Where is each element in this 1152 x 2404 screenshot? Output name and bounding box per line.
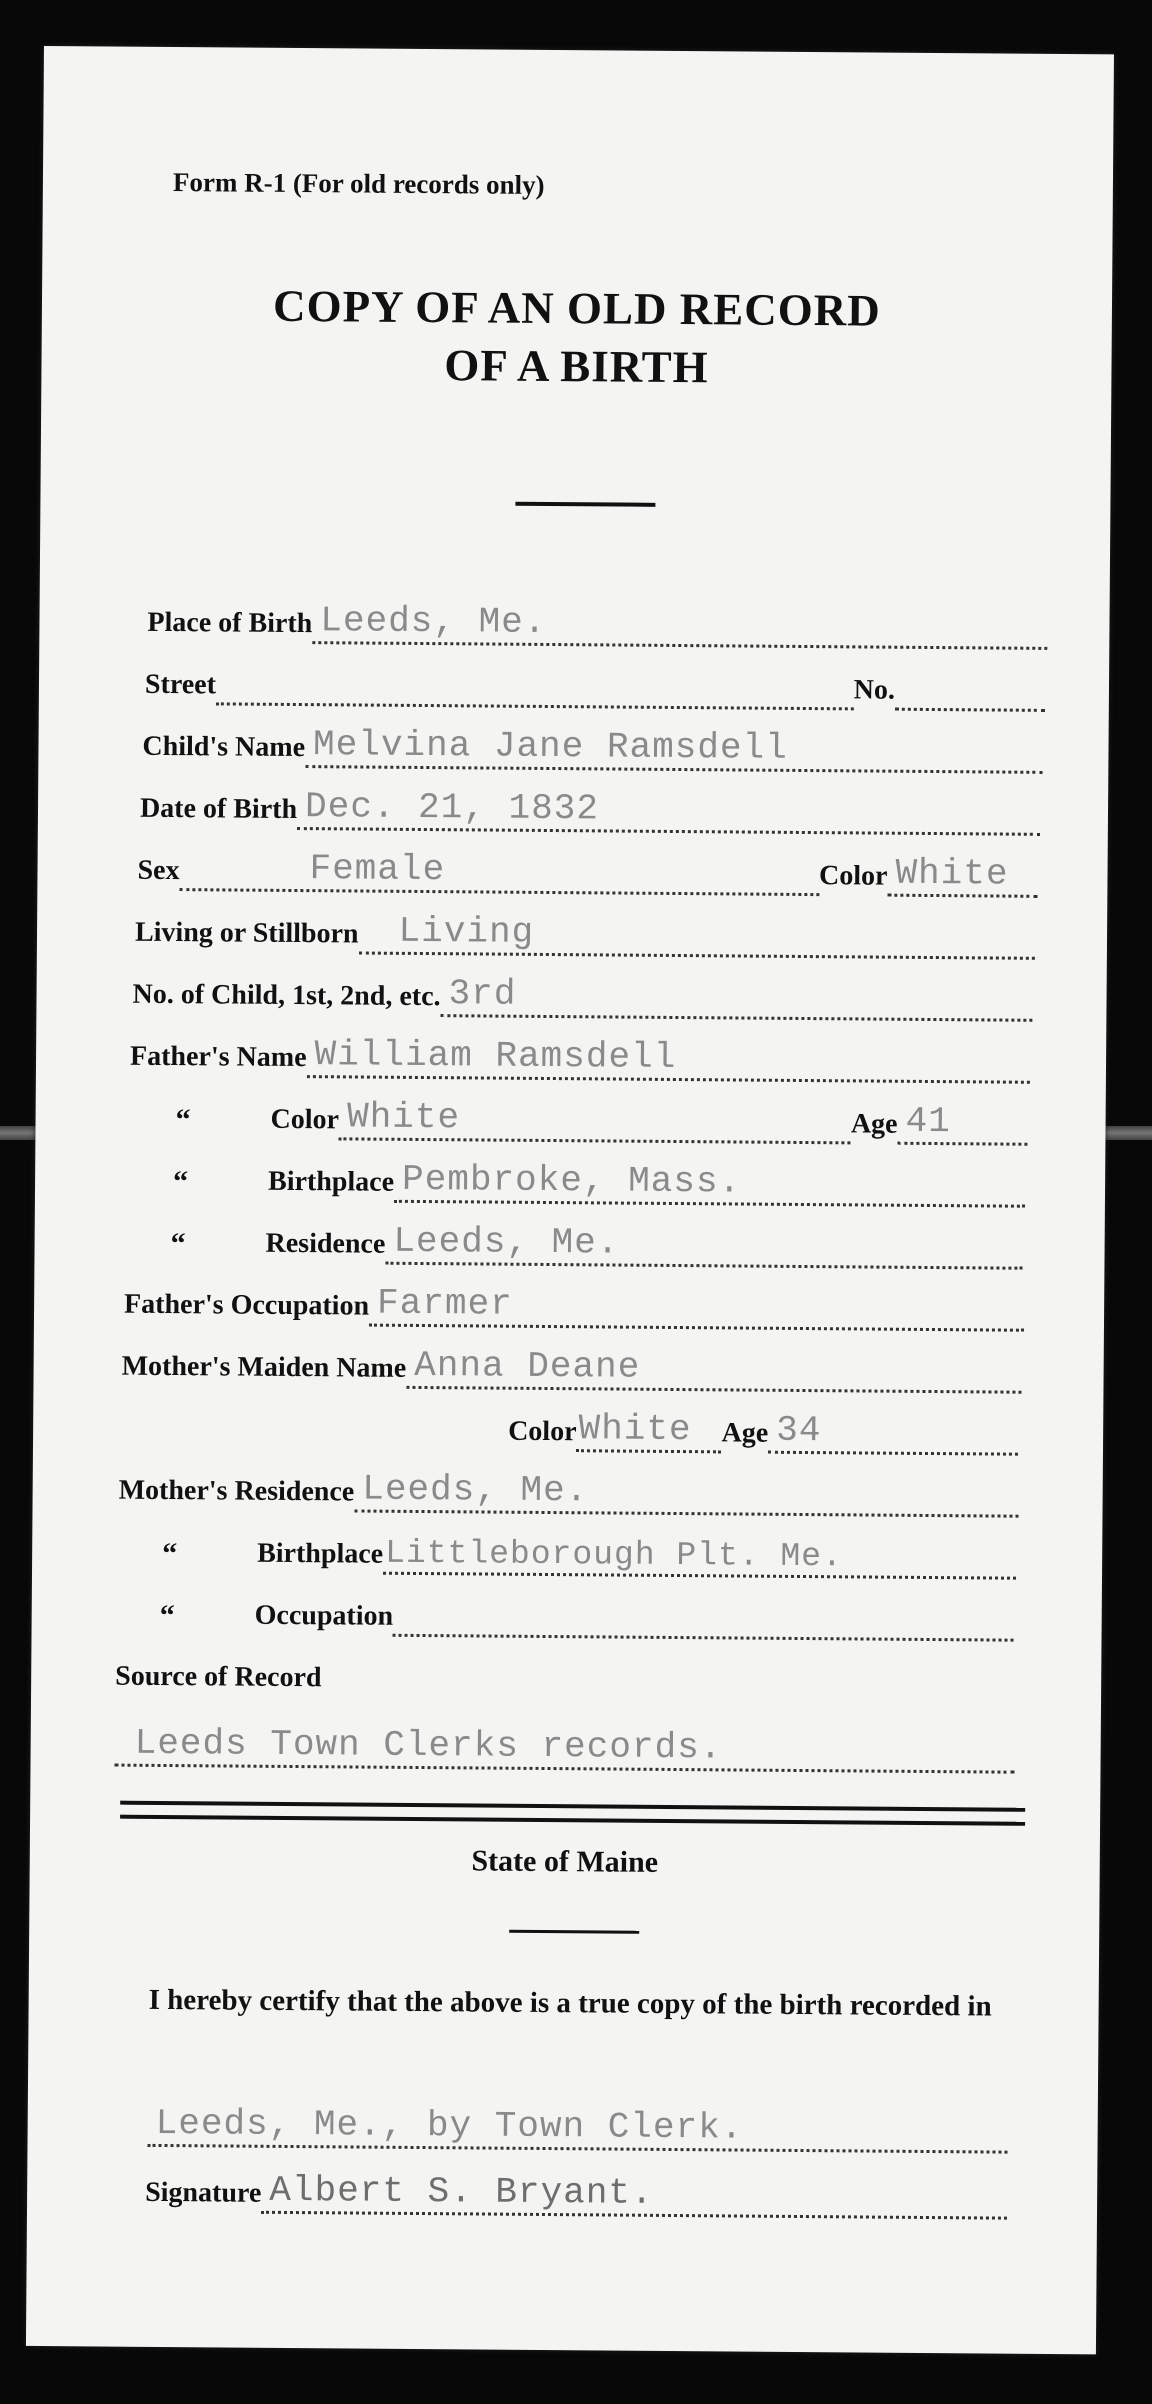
label-mother-color: Color <box>508 1415 577 1448</box>
value-father-name: William Ramsdell <box>306 1039 1030 1084</box>
field-sex <box>137 848 1037 898</box>
label-mother-maiden-name: Mother's Maiden Name <box>121 1350 407 1384</box>
value-place-of-birth: Leeds, Me. <box>312 605 1047 650</box>
field-living-or-stillborn <box>134 910 1035 960</box>
value-father-residence: Leeds, Me. <box>385 1226 1023 1270</box>
value-date-of-birth: Dec. 21, 1832 <box>297 791 1040 836</box>
form-title-line2: OF A BIRTH <box>444 340 709 393</box>
field-date-of-birth <box>139 786 1040 836</box>
label-father-color: Color <box>270 1103 340 1136</box>
label-mother-birthplace: Birthplace <box>257 1537 384 1570</box>
value-street-no <box>895 672 1045 712</box>
label-father-residence: Residence <box>265 1227 386 1260</box>
label-date-of-birth: Date of Birth <box>139 792 298 826</box>
value-source-of-record: Leeds Town Clerks records. <box>114 1728 1014 1774</box>
label-sex: Sex <box>137 854 180 887</box>
ditto-mark: “ <box>170 1227 186 1261</box>
value-signature: Albert S. Bryant. <box>261 2175 1007 2220</box>
field-mother-occupation <box>160 1595 1014 1642</box>
label-child-number: No. of Child, 1st, 2nd, etc. <box>132 978 441 1013</box>
value-child-color: White <box>887 858 1037 898</box>
field-father-name <box>129 1034 1030 1084</box>
certification-statement: I hereby certify that the above is a true copy of the birth recorded in <box>148 1983 992 2023</box>
value-mother-color: White <box>576 1413 721 1453</box>
label-child-name: Child's Name <box>142 730 306 764</box>
value-living-or-stillborn: Living <box>358 915 1035 959</box>
state-divider <box>509 1930 639 1934</box>
value-mother-maiden-name: Anna Deane <box>406 1350 1022 1394</box>
label-street-no: No. <box>853 674 896 706</box>
value-recorded-in: Leeds, Me., by Town Clerk. <box>148 2108 1008 2154</box>
birth-record-form <box>26 46 1114 2354</box>
section-double-rule <box>120 1801 1025 1826</box>
value-sex: Female <box>179 852 819 896</box>
value-child-number: 3rd <box>440 978 1032 1022</box>
field-source-of-record-value <box>114 1722 1014 1774</box>
label-source-of-record: Source of Record <box>115 1660 322 1694</box>
field-father-occupation <box>123 1282 1024 1332</box>
field-child-number <box>132 975 1032 1022</box>
value-mother-birthplace: Littleborough Plt. Me. <box>383 1536 1016 1580</box>
value-father-birthplace: Pembroke, Mass. <box>394 1164 1025 1208</box>
ditto-mark: “ <box>172 1165 189 1199</box>
value-father-color: White <box>339 1101 851 1144</box>
field-mother-residence <box>118 1468 1018 1518</box>
form-title-line1: COPY OF AN OLD RECORD <box>272 280 881 336</box>
field-father-color <box>175 1096 1027 1146</box>
label-father-age: Age <box>850 1108 898 1140</box>
field-father-residence <box>170 1220 1022 1270</box>
value-child-name: Melvina Jane Ramsdell <box>305 729 1043 774</box>
value-mother-residence: Leeds, Me. <box>354 1473 1019 1517</box>
state-heading: State of Maine <box>471 1844 659 1879</box>
label-living-or-stillborn: Living or Stillborn <box>134 916 359 950</box>
field-recorded-in <box>148 2102 1008 2154</box>
field-mother-birthplace <box>162 1533 1016 1580</box>
label-signature: Signature <box>145 2176 262 2209</box>
value-father-occupation: Farmer <box>369 1288 1024 1332</box>
value-mother-age: 34 <box>768 1415 1018 1456</box>
label-father-occupation: Father's Occupation <box>123 1288 370 1322</box>
ditto-mark: “ <box>159 1598 175 1633</box>
label-street: Street <box>144 668 217 701</box>
ditto-mark: “ <box>162 1536 178 1571</box>
label-mother-occupation: Occupation <box>254 1599 394 1632</box>
field-mother-color <box>508 1408 1018 1456</box>
form-id: Form R-1 (For old records only) <box>172 167 545 200</box>
label-mother-age: Age <box>721 1417 769 1449</box>
title-divider <box>515 502 655 507</box>
label-father-name: Father's Name <box>129 1040 307 1074</box>
label-father-birthplace: Birthplace <box>267 1165 395 1198</box>
field-mother-maiden-name <box>121 1344 1021 1394</box>
field-child-name <box>142 724 1042 774</box>
ditto-mark: “ <box>175 1103 191 1137</box>
label-child-color: Color <box>818 860 888 892</box>
field-father-birthplace <box>172 1158 1025 1208</box>
field-street <box>145 665 1045 712</box>
label-mother-residence: Mother's Residence <box>118 1474 355 1508</box>
field-source-of-record <box>115 1657 1015 1704</box>
value-street <box>216 666 854 710</box>
field-signature <box>145 2169 1007 2220</box>
value-mother-occupation <box>393 1598 1014 1642</box>
value-father-age: 41 <box>897 1106 1027 1146</box>
label-place-of-birth: Place of Birth <box>147 606 313 640</box>
field-place-of-birth <box>147 600 1047 650</box>
